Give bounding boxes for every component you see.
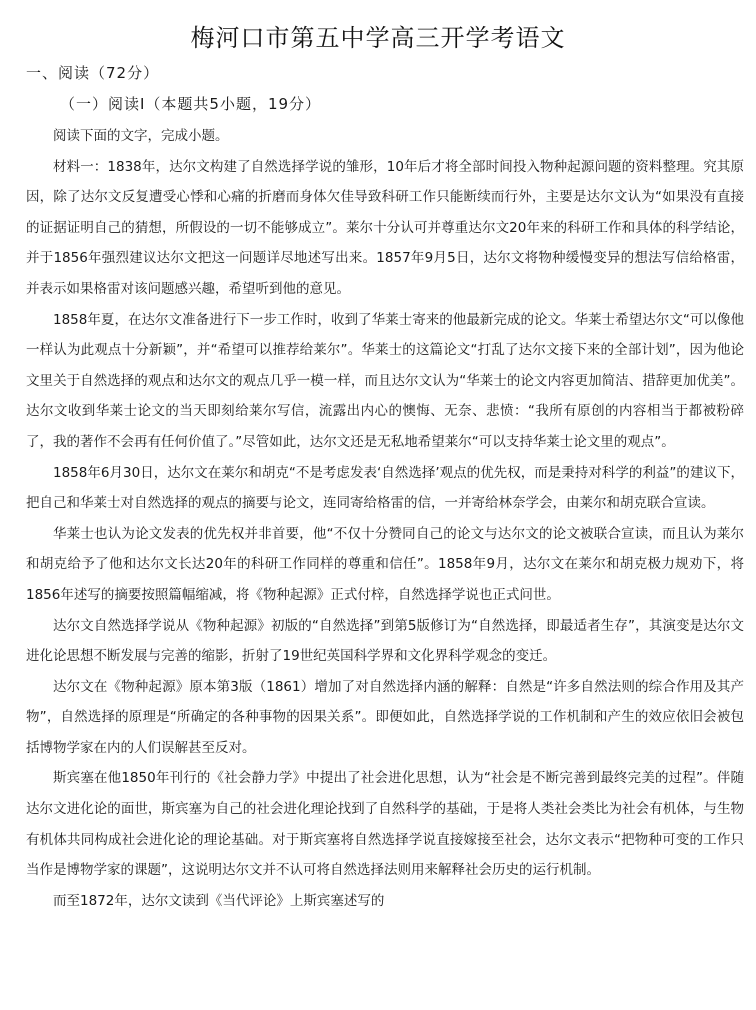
paragraph: 华莱士也认为论文发表的优先权并非首要，他“不仅十分赞同自己的论文与达尔文的论文被联合宣读，而且认为莱尔和胡克给予了他和达尔文长达20年的科研工作同样的尊重和信任”。1858年9月，达尔文在莱尔和胡克极力规劝下，将1856年述写的摘要按照篇幅缩减，将《物种起源》正式付梓，自然选择学说也正式问世。 — [26, 525, 744, 603]
paragraph: 达尔文自然选择学说从《物种起源》初版的“自然选择”到第5版修订为“自然选择，即最适者生存”，其演变是达尔文进化论思想不断发展与完善的缩影，折射了19世纪英国科学界和文化界科学观念的变迁。 — [26, 617, 744, 665]
paragraph: 斯宾塞在他1850年刊行的《社会静力学》中提出了社会进化思想，认为“社会是不断完善到最终完美的过程”。伴随达尔文进化论的面世，斯宾塞为自己的社会进化理论找到了自然科学的基础，于是将人类社会类比为社会有机体，与生物有机体共同构成社会进化论的理论基础。对于斯宾塞将自然选择学说直接嫁接至社会，达尔文表示“把物种可变的工作只当作是博物学家的课题”，这说明达尔文并不认可将自然选择法则用来解释社会历史的运行机制。 — [26, 770, 744, 879]
paragraph: 材料一：1838年，达尔文构建了自然选择学说的雏形，10年后才将全部时间投入物种起源问题的资料整理。究其原因，除了达尔文反复遭受心悸和心痛的折磨而身体欠佳导致科研工作只能断续而行外，主要是达尔文认为“如果没有直接的证据证明自己的猜想，所假设的一切不能够成立”。莱尔十分认可并尊重达尔文20年来的科研工作和具体的科学结论，并于1856年强烈建议达尔文把这一问题详尽地述写出来。1857年9月5日，达尔文将物种缓慢变异的想法写信给格雷，并表示如果格雷对该问题感兴趣，希望听到他的意见。 — [26, 158, 744, 297]
paragraph: 达尔文在《物种起源》原本第3版（1861）增加了对自然选择内涵的解释：自然是“许多自然法则的综合作用及其产物”，自然选择的原理是“所确定的各种事物的因果关系”。即便如此，自然选择学说的工作机制和产生的效应依旧会被包括博物学家在内的人们误解甚至反对。 — [26, 678, 744, 756]
bottom-fade-overlay — [380, 968, 756, 1010]
subsection-heading: （一）阅读Ⅰ（本题共5小题，19分） — [60, 95, 322, 113]
page-title: 梅河口市第五中学高三开学考语文 — [190, 24, 566, 52]
paragraph-truncated: 而至1872年，达尔文读到《当代评论》上斯宾塞述写的 — [53, 892, 385, 909]
instruction: 阅读下面的文字，完成小题。 — [53, 128, 229, 144]
paragraph: 1858年夏，在达尔文准备进行下一步工作时，收到了华莱士寄来的他最新完成的论文。华莱士希望达尔文“可以像他一样认为此观点十分新颖”，并“希望可以推荐给莱尔”。华莱士的这篇论文“打乱了达尔文接下来的全部计划”，因为他论文里关于自然选择的观点和达尔文的观点几乎一模一样，而且达尔文认为“华莱士的论文内容更加简洁、措辞更加优美”。达尔文收到华莱士论文的当天即刻给莱尔写信，流露出内心的懊悔、无奈、悲愤：“我所有原创的内容相当于都被粉碎了，我的著作不会再有任何价值了。”尽管如此，达尔文还是无私地希望莱尔“可以支持华莱士论文里的观点”。 — [26, 311, 744, 450]
section-heading: 一、阅读（72分） — [26, 64, 160, 82]
reading-passage — [26, 121, 744, 916]
paragraph: 1858年6月30日，达尔文在莱尔和胡克“不是考虑发表‘自然选择’观点的优先权，而是秉持对科学的利益”的建议下，把自己和华莱士对自然选择的观点的摘要与论文，连同寄给格雷的信，一并寄给林奈学会，由莱尔和胡克联合宣读。 — [26, 464, 744, 512]
